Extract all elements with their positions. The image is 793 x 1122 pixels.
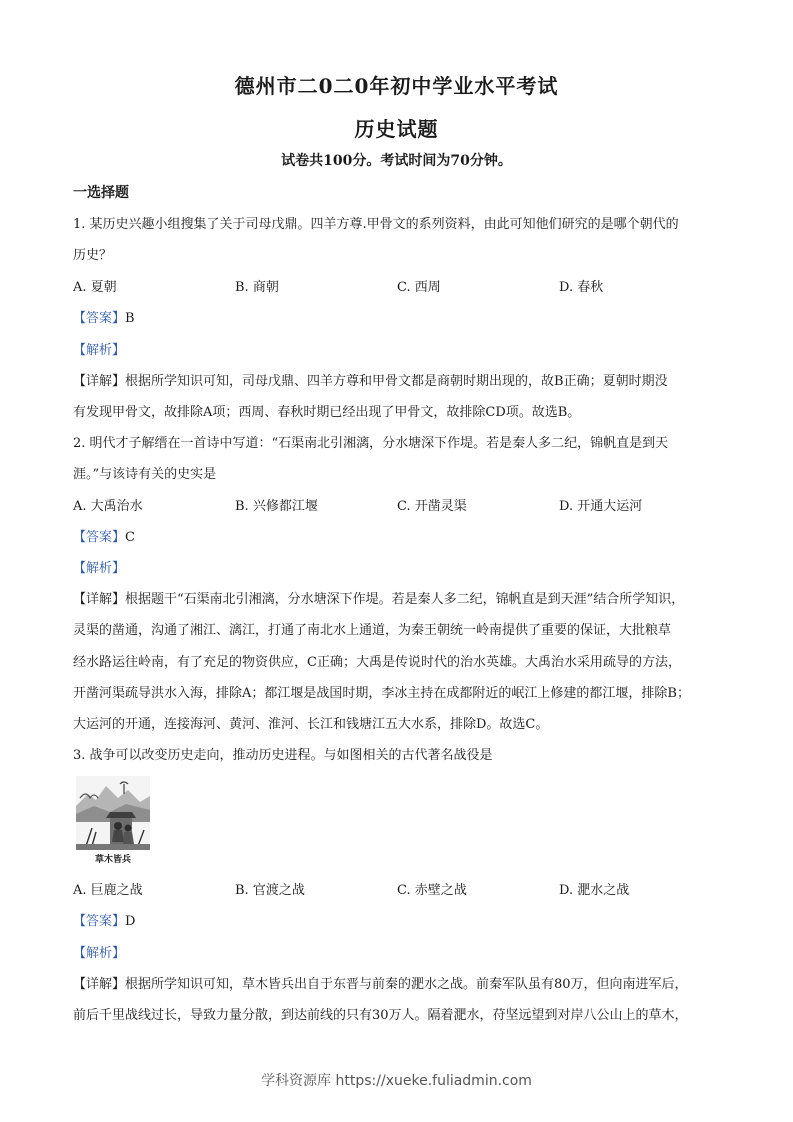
q2-option-a: A. 大禹治水 bbox=[73, 499, 143, 514]
q1-detail-line-1 bbox=[73, 370, 723, 389]
q1-option-c: C. 西周 bbox=[397, 280, 441, 295]
q1-stem-line-1: 1. 某历史兴趣小组搜集了关于司母戊鼎。四羊方尊.甲骨文的系列资料，由此可知他们研究的是哪个朝代的 bbox=[73, 217, 679, 232]
q3-option-a: A. 巨鹿之战 bbox=[73, 883, 143, 898]
answer-label: 【答案】 bbox=[73, 914, 126, 929]
q2-stem-line-1: 2. 明代才子解缙在一首诗中写道：“石渠南北引湘漓，分水塘深下作堤。若是秦人多二纪，锦帆直是到天 bbox=[73, 436, 669, 451]
q1-answer-value: B bbox=[125, 311, 135, 326]
q2-option-d: D. 开通大运河 bbox=[559, 499, 643, 514]
q2-analysis-label bbox=[73, 557, 125, 576]
q2-options bbox=[73, 495, 723, 513]
section-title: 一选择题 bbox=[73, 185, 129, 201]
exam-title: 德州市二0二0年初中学业水平考试 bbox=[234, 74, 559, 98]
q2-answer bbox=[73, 526, 135, 545]
q2-option-b: B. 兴修都江堰 bbox=[235, 499, 318, 514]
q1-detail-text-1: 根据所学知识可知，司母戊鼎、四羊方尊和甲骨文都是商朝时期出现的，故B正确；夏朝时期没 bbox=[125, 374, 668, 389]
q3-analysis-label bbox=[73, 942, 125, 961]
q1-option-d: D. 春秋 bbox=[559, 280, 604, 295]
q2-option-c: C. 开凿灵渠 bbox=[397, 499, 467, 514]
detail-label: 【详解】 bbox=[73, 977, 126, 992]
q2-detail-line-1 bbox=[73, 588, 723, 607]
q3-option-d: D. 淝水之战 bbox=[559, 883, 630, 898]
q2-detail-line-2: 灵渠的凿通，沟通了湘江、漓江，打通了南北水上通道，为秦王朝统一岭南提供了重要的保证，大批粮草 bbox=[73, 623, 672, 638]
q3-options bbox=[73, 879, 723, 897]
detail-label: 【详解】 bbox=[73, 374, 126, 389]
q2-detail-line-3: 经水路运往岭南，有了充足的物资供应，C正确；大禹是传说时代的治水英雄。大禹治水采用疏导的方法， bbox=[73, 655, 681, 670]
q3-option-b: B. 官渡之战 bbox=[235, 883, 305, 898]
q2-detail-line-5: 大运河的开通，连接海河、黄河、淮河、长江和钱塘江五大水系，排除D。故选C。 bbox=[73, 717, 549, 732]
answer-label: 【答案】 bbox=[73, 311, 126, 326]
analysis-label: 【解析】 bbox=[73, 561, 126, 576]
q2-detail-text-1: 根据题干“石渠南北引湘漓，分水塘深下作堤。若是秦人多二纪，锦帆直是到天涯”结合所学知识， bbox=[125, 592, 685, 607]
q3-option-c: C. 赤壁之战 bbox=[397, 883, 467, 898]
q1-analysis-label bbox=[73, 339, 125, 358]
q2-answer-value: C bbox=[125, 530, 135, 545]
q1-options bbox=[73, 276, 723, 294]
q3-figure-caption: 草木皆兵 bbox=[94, 855, 131, 865]
exam-notice: 试卷共100分。考试时间为70分钟。 bbox=[281, 153, 512, 169]
analysis-label: 【解析】 bbox=[73, 946, 126, 961]
footer-watermark: 学科资源库 https://xueke.fuliadmin.com bbox=[261, 1073, 532, 1089]
q2-stem-line-2: 涯。”与该诗有关的史实是 bbox=[73, 467, 217, 482]
battle-illustration-icon bbox=[76, 776, 150, 850]
q1-detail-line-2: 有发现甲骨文，故排除A项；西周、春秋时期已经出现了甲骨文，故排除CD项。故选B。 bbox=[73, 405, 581, 420]
q3-detail-text-1: 根据所学知识可知，草木皆兵出自于东晋与前秦的淝水之战。前秦军队虽有80万，但向南进军后， bbox=[125, 977, 688, 992]
detail-label: 【详解】 bbox=[73, 592, 126, 607]
q3-detail-line-1 bbox=[73, 973, 723, 992]
analysis-label: 【解析】 bbox=[73, 343, 126, 358]
q1-option-a: A. 夏朝 bbox=[73, 280, 117, 295]
q1-stem-line-2: 历史？ bbox=[73, 248, 113, 263]
q1-option-b: B. 商朝 bbox=[235, 280, 279, 295]
q3-answer-value: D bbox=[125, 914, 136, 929]
answer-label: 【答案】 bbox=[73, 530, 126, 545]
exam-subtitle: 历史试题 bbox=[354, 117, 439, 141]
q3-stem-line-1: 3. 战争可以改变历史走向，推动历史进程。与如图相关的古代著名战役是 bbox=[73, 748, 493, 763]
q1-answer bbox=[73, 307, 135, 326]
q3-detail-line-2: 前后千里战线过长，导致力量分散，到达前线的只有30万人。隔着淝水，苻坚远望到对岸八公山上的草木， bbox=[73, 1008, 688, 1023]
q3-answer bbox=[73, 910, 135, 929]
q2-detail-line-4: 开凿河渠疏导洪水入海，排除A；都江堰是战国时期，李冰主持在成都附近的岷江上修建的都江堰，排除B； bbox=[73, 686, 690, 701]
